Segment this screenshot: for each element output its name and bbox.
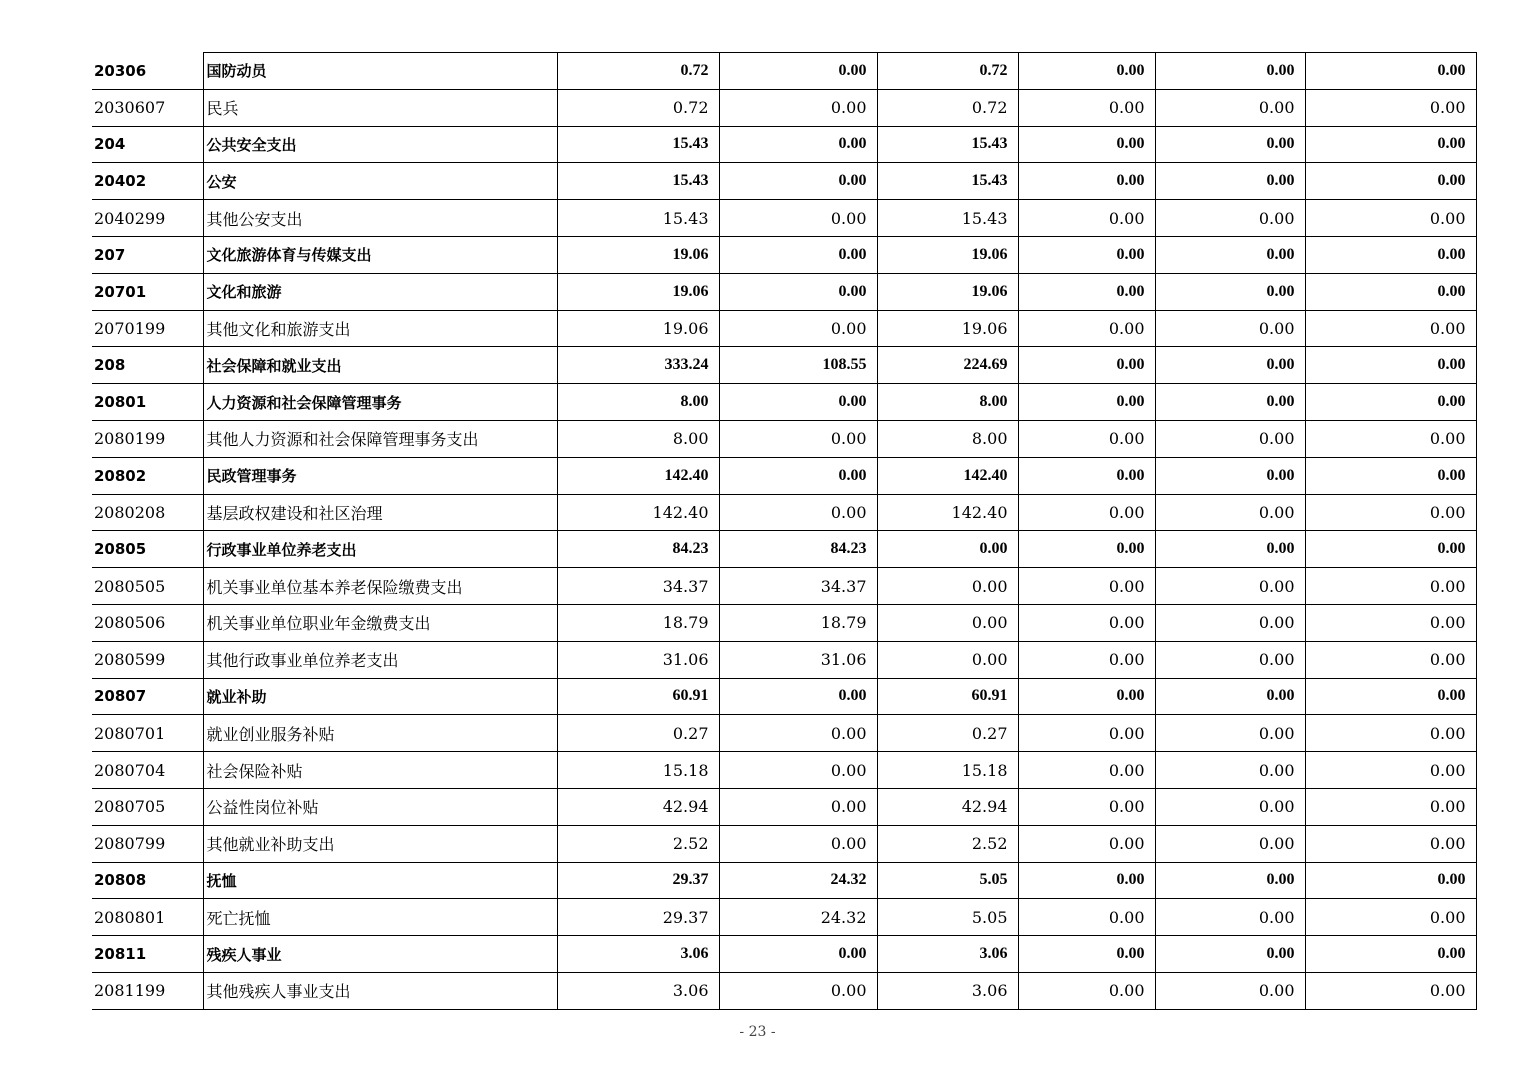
amount-cell-col5: 0.00 [1155,972,1305,1009]
amount-cell-col1: 3.06 [557,936,719,973]
amount-cell-col4: 0.00 [1018,310,1155,347]
amount-cell-col4: 0.00 [1018,531,1155,568]
subject-code-cell: 20306 [92,53,203,90]
amount-cell-col1: 84.23 [557,531,719,568]
amount-cell-col3: 5.05 [877,899,1018,936]
amount-cell-col1: 18.79 [557,604,719,641]
subject-code-cell: 2070199 [92,310,203,347]
table-body [92,53,1476,1010]
amount-cell-col5: 0.00 [1155,568,1305,605]
amount-cell-col2: 0.00 [719,825,877,862]
table-row [92,163,1476,200]
amount-cell-col1: 19.06 [557,310,719,347]
amount-cell-col3: 0.00 [877,568,1018,605]
amount-cell-col2: 0.00 [719,273,877,310]
amount-cell-col1: 8.00 [557,384,719,421]
amount-cell-col4: 0.00 [1018,715,1155,752]
subject-code-cell: 207 [92,236,203,273]
amount-cell-col2: 0.00 [719,715,877,752]
amount-cell-col2: 0.00 [719,310,877,347]
subject-name-cell: 公益性岗位补贴 [203,788,557,825]
subject-code-cell: 2081199 [92,972,203,1009]
amount-cell-col4: 0.00 [1018,384,1155,421]
amount-cell-col3: 15.43 [877,126,1018,163]
amount-cell-col2: 0.00 [719,163,877,200]
amount-cell-col6: 0.00 [1305,457,1476,494]
table-row [92,972,1476,1009]
amount-cell-col6: 0.00 [1305,604,1476,641]
amount-cell-col4: 0.00 [1018,457,1155,494]
amount-cell-col4: 0.00 [1018,568,1155,605]
subject-code-cell: 2080208 [92,494,203,531]
page-number: - 23 - [739,1024,776,1040]
amount-cell-col1: 3.06 [557,972,719,1009]
amount-cell-col6: 0.00 [1305,936,1476,973]
amount-cell-col3: 19.06 [877,236,1018,273]
amount-cell-col6: 0.00 [1305,531,1476,568]
subject-name-cell: 就业创业服务补贴 [203,715,557,752]
amount-cell-col5: 0.00 [1155,899,1305,936]
subject-code-cell: 20402 [92,163,203,200]
amount-cell-col2: 0.00 [719,788,877,825]
amount-cell-col2: 0.00 [719,420,877,457]
amount-cell-col6: 0.00 [1305,899,1476,936]
amount-cell-col4: 0.00 [1018,420,1155,457]
table-row [92,862,1476,899]
amount-cell-col4: 0.00 [1018,862,1155,899]
amount-cell-col6: 0.00 [1305,678,1476,715]
amount-cell-col6: 0.00 [1305,347,1476,384]
amount-cell-col6: 0.00 [1305,384,1476,421]
table-row [92,236,1476,273]
amount-cell-col2: 108.55 [719,347,877,384]
amount-cell-col6: 0.00 [1305,641,1476,678]
amount-cell-col1: 31.06 [557,641,719,678]
subject-name-cell: 国防动员 [203,53,557,90]
amount-cell-col2: 24.32 [719,899,877,936]
amount-cell-col1: 19.06 [557,273,719,310]
table-row [92,604,1476,641]
amount-cell-col1: 142.40 [557,494,719,531]
amount-cell-col6: 0.00 [1305,715,1476,752]
amount-cell-col1: 0.27 [557,715,719,752]
amount-cell-col3: 19.06 [877,310,1018,347]
subject-name-cell: 死亡抚恤 [203,899,557,936]
amount-cell-col1: 8.00 [557,420,719,457]
subject-code-cell: 2080599 [92,641,203,678]
subject-code-cell: 20811 [92,936,203,973]
subject-code-cell: 2080705 [92,788,203,825]
amount-cell-col4: 0.00 [1018,752,1155,789]
subject-name-cell: 文化旅游体育与传媒支出 [203,236,557,273]
amount-cell-col4: 0.00 [1018,347,1155,384]
amount-cell-col6: 0.00 [1305,310,1476,347]
subject-code-cell: 2080704 [92,752,203,789]
subject-code-cell: 20808 [92,862,203,899]
amount-cell-col3: 142.40 [877,457,1018,494]
table-row [92,531,1476,568]
amount-cell-col4: 0.00 [1018,200,1155,237]
amount-cell-col6: 0.00 [1305,825,1476,862]
subject-name-cell: 民兵 [203,89,557,126]
amount-cell-col6: 0.00 [1305,972,1476,1009]
amount-cell-col4: 0.00 [1018,604,1155,641]
table-row [92,494,1476,531]
amount-cell-col4: 0.00 [1018,236,1155,273]
amount-cell-col2: 0.00 [719,89,877,126]
amount-cell-col1: 29.37 [557,899,719,936]
table-row [92,89,1476,126]
amount-cell-col2: 0.00 [719,126,877,163]
amount-cell-col2: 0.00 [719,457,877,494]
amount-cell-col3: 60.91 [877,678,1018,715]
amount-cell-col1: 42.94 [557,788,719,825]
subject-name-cell: 其他就业补助支出 [203,825,557,862]
amount-cell-col1: 60.91 [557,678,719,715]
subject-name-cell: 其他公安支出 [203,200,557,237]
amount-cell-col1: 34.37 [557,568,719,605]
subject-code-cell: 2080701 [92,715,203,752]
subject-code-cell: 208 [92,347,203,384]
amount-cell-col2: 0.00 [719,200,877,237]
amount-cell-col4: 0.00 [1018,899,1155,936]
amount-cell-col5: 0.00 [1155,531,1305,568]
subject-name-cell: 就业补助 [203,678,557,715]
table-row [92,825,1476,862]
amount-cell-col5: 0.00 [1155,641,1305,678]
amount-cell-col4: 0.00 [1018,678,1155,715]
amount-cell-col5: 0.00 [1155,420,1305,457]
amount-cell-col3: 15.43 [877,163,1018,200]
table-row [92,788,1476,825]
amount-cell-col6: 0.00 [1305,89,1476,126]
subject-name-cell: 机关事业单位职业年金缴费支出 [203,604,557,641]
amount-cell-col2: 34.37 [719,568,877,605]
amount-cell-col2: 0.00 [719,678,877,715]
amount-cell-col5: 0.00 [1155,384,1305,421]
table-row [92,126,1476,163]
amount-cell-col3: 0.00 [877,604,1018,641]
amount-cell-col1: 29.37 [557,862,719,899]
amount-cell-col6: 0.00 [1305,788,1476,825]
amount-cell-col3: 0.72 [877,89,1018,126]
amount-cell-col2: 0.00 [719,384,877,421]
table-row [92,899,1476,936]
subject-name-cell: 社会保障和就业支出 [203,347,557,384]
amount-cell-col3: 224.69 [877,347,1018,384]
amount-cell-col3: 5.05 [877,862,1018,899]
table-row [92,568,1476,605]
amount-cell-col6: 0.00 [1305,862,1476,899]
amount-cell-col5: 0.00 [1155,457,1305,494]
amount-cell-col1: 333.24 [557,347,719,384]
amount-cell-col4: 0.00 [1018,825,1155,862]
amount-cell-col1: 2.52 [557,825,719,862]
amount-cell-col3: 142.40 [877,494,1018,531]
amount-cell-col6: 0.00 [1305,126,1476,163]
amount-cell-col2: 0.00 [719,236,877,273]
amount-cell-col3: 42.94 [877,788,1018,825]
amount-cell-col1: 15.43 [557,200,719,237]
amount-cell-col1: 142.40 [557,457,719,494]
subject-code-cell: 2030607 [92,89,203,126]
amount-cell-col5: 0.00 [1155,715,1305,752]
amount-cell-col6: 0.00 [1305,568,1476,605]
subject-code-cell: 20805 [92,531,203,568]
amount-cell-col1: 15.43 [557,126,719,163]
subject-code-cell: 2080199 [92,420,203,457]
subject-code-cell: 2080505 [92,568,203,605]
amount-cell-col3: 3.06 [877,972,1018,1009]
amount-cell-col5: 0.00 [1155,310,1305,347]
amount-cell-col3: 2.52 [877,825,1018,862]
table-row [92,384,1476,421]
amount-cell-col5: 0.00 [1155,936,1305,973]
amount-cell-col2: 0.00 [719,972,877,1009]
subject-code-cell: 20701 [92,273,203,310]
subject-code-cell: 2080506 [92,604,203,641]
amount-cell-col3: 15.18 [877,752,1018,789]
amount-cell-col4: 0.00 [1018,788,1155,825]
amount-cell-col5: 0.00 [1155,604,1305,641]
subject-code-cell: 20802 [92,457,203,494]
amount-cell-col2: 24.32 [719,862,877,899]
amount-cell-col3: 19.06 [877,273,1018,310]
table-row [92,936,1476,973]
subject-name-cell: 人力资源和社会保障管理事务 [203,384,557,421]
subject-name-cell: 行政事业单位养老支出 [203,531,557,568]
subject-name-cell: 其他文化和旅游支出 [203,310,557,347]
subject-name-cell: 社会保险补贴 [203,752,557,789]
amount-cell-col2: 0.00 [719,752,877,789]
table-row [92,200,1476,237]
amount-cell-col2: 0.00 [719,936,877,973]
amount-cell-col3: 0.00 [877,641,1018,678]
amount-cell-col4: 0.00 [1018,163,1155,200]
amount-cell-col5: 0.00 [1155,236,1305,273]
subject-name-cell: 公安 [203,163,557,200]
amount-cell-col5: 0.00 [1155,347,1305,384]
subject-code-cell: 2080801 [92,899,203,936]
amount-cell-col6: 0.00 [1305,273,1476,310]
amount-cell-col6: 0.00 [1305,200,1476,237]
amount-cell-col3: 3.06 [877,936,1018,973]
amount-cell-col4: 0.00 [1018,972,1155,1009]
subject-code-cell: 204 [92,126,203,163]
amount-cell-col6: 0.00 [1305,163,1476,200]
subject-name-cell: 其他残疾人事业支出 [203,972,557,1009]
subject-name-cell: 公共安全支出 [203,126,557,163]
amount-cell-col3: 15.43 [877,200,1018,237]
amount-cell-col1: 15.43 [557,163,719,200]
amount-cell-col1: 19.06 [557,236,719,273]
amount-cell-col4: 0.00 [1018,53,1155,90]
amount-cell-col5: 0.00 [1155,494,1305,531]
subject-code-cell: 20801 [92,384,203,421]
amount-cell-col1: 0.72 [557,89,719,126]
table-row [92,53,1476,90]
amount-cell-col3: 8.00 [877,420,1018,457]
amount-cell-col3: 0.27 [877,715,1018,752]
amount-cell-col2: 31.06 [719,641,877,678]
amount-cell-col4: 0.00 [1018,641,1155,678]
table-row [92,310,1476,347]
subject-name-cell: 抚恤 [203,862,557,899]
amount-cell-col6: 0.00 [1305,752,1476,789]
subject-name-cell: 文化和旅游 [203,273,557,310]
amount-cell-col5: 0.00 [1155,788,1305,825]
budget-table [92,52,1477,1010]
table-row [92,420,1476,457]
subject-code-cell: 20807 [92,678,203,715]
amount-cell-col2: 18.79 [719,604,877,641]
amount-cell-col1: 15.18 [557,752,719,789]
table-row [92,678,1476,715]
table-row [92,347,1476,384]
amount-cell-col2: 0.00 [719,53,877,90]
table-row [92,752,1476,789]
amount-cell-col6: 0.00 [1305,494,1476,531]
amount-cell-col5: 0.00 [1155,678,1305,715]
amount-cell-col4: 0.00 [1018,126,1155,163]
amount-cell-col6: 0.00 [1305,420,1476,457]
subject-name-cell: 机关事业单位基本养老保险缴费支出 [203,568,557,605]
amount-cell-col2: 84.23 [719,531,877,568]
table-row [92,273,1476,310]
amount-cell-col5: 0.00 [1155,200,1305,237]
amount-cell-col3: 0.00 [877,531,1018,568]
amount-cell-col6: 0.00 [1305,236,1476,273]
amount-cell-col3: 0.72 [877,53,1018,90]
subject-code-cell: 2040299 [92,200,203,237]
table-row [92,641,1476,678]
amount-cell-col5: 0.00 [1155,53,1305,90]
amount-cell-col3: 8.00 [877,384,1018,421]
amount-cell-col4: 0.00 [1018,273,1155,310]
amount-cell-col5: 0.00 [1155,273,1305,310]
amount-cell-col1: 0.72 [557,53,719,90]
subject-name-cell: 残疾人事业 [203,936,557,973]
amount-cell-col4: 0.00 [1018,494,1155,531]
amount-cell-col5: 0.00 [1155,862,1305,899]
table-row [92,457,1476,494]
subject-code-cell: 2080799 [92,825,203,862]
amount-cell-col2: 0.00 [719,494,877,531]
amount-cell-col5: 0.00 [1155,752,1305,789]
subject-name-cell: 民政管理事务 [203,457,557,494]
amount-cell-col6: 0.00 [1305,53,1476,90]
subject-name-cell: 其他人力资源和社会保障管理事务支出 [203,420,557,457]
amount-cell-col5: 0.00 [1155,89,1305,126]
amount-cell-col4: 0.00 [1018,89,1155,126]
subject-name-cell: 其他行政事业单位养老支出 [203,641,557,678]
amount-cell-col5: 0.00 [1155,163,1305,200]
subject-name-cell: 基层政权建设和社区治理 [203,494,557,531]
amount-cell-col4: 0.00 [1018,936,1155,973]
table-row [92,715,1476,752]
amount-cell-col5: 0.00 [1155,126,1305,163]
amount-cell-col5: 0.00 [1155,825,1305,862]
